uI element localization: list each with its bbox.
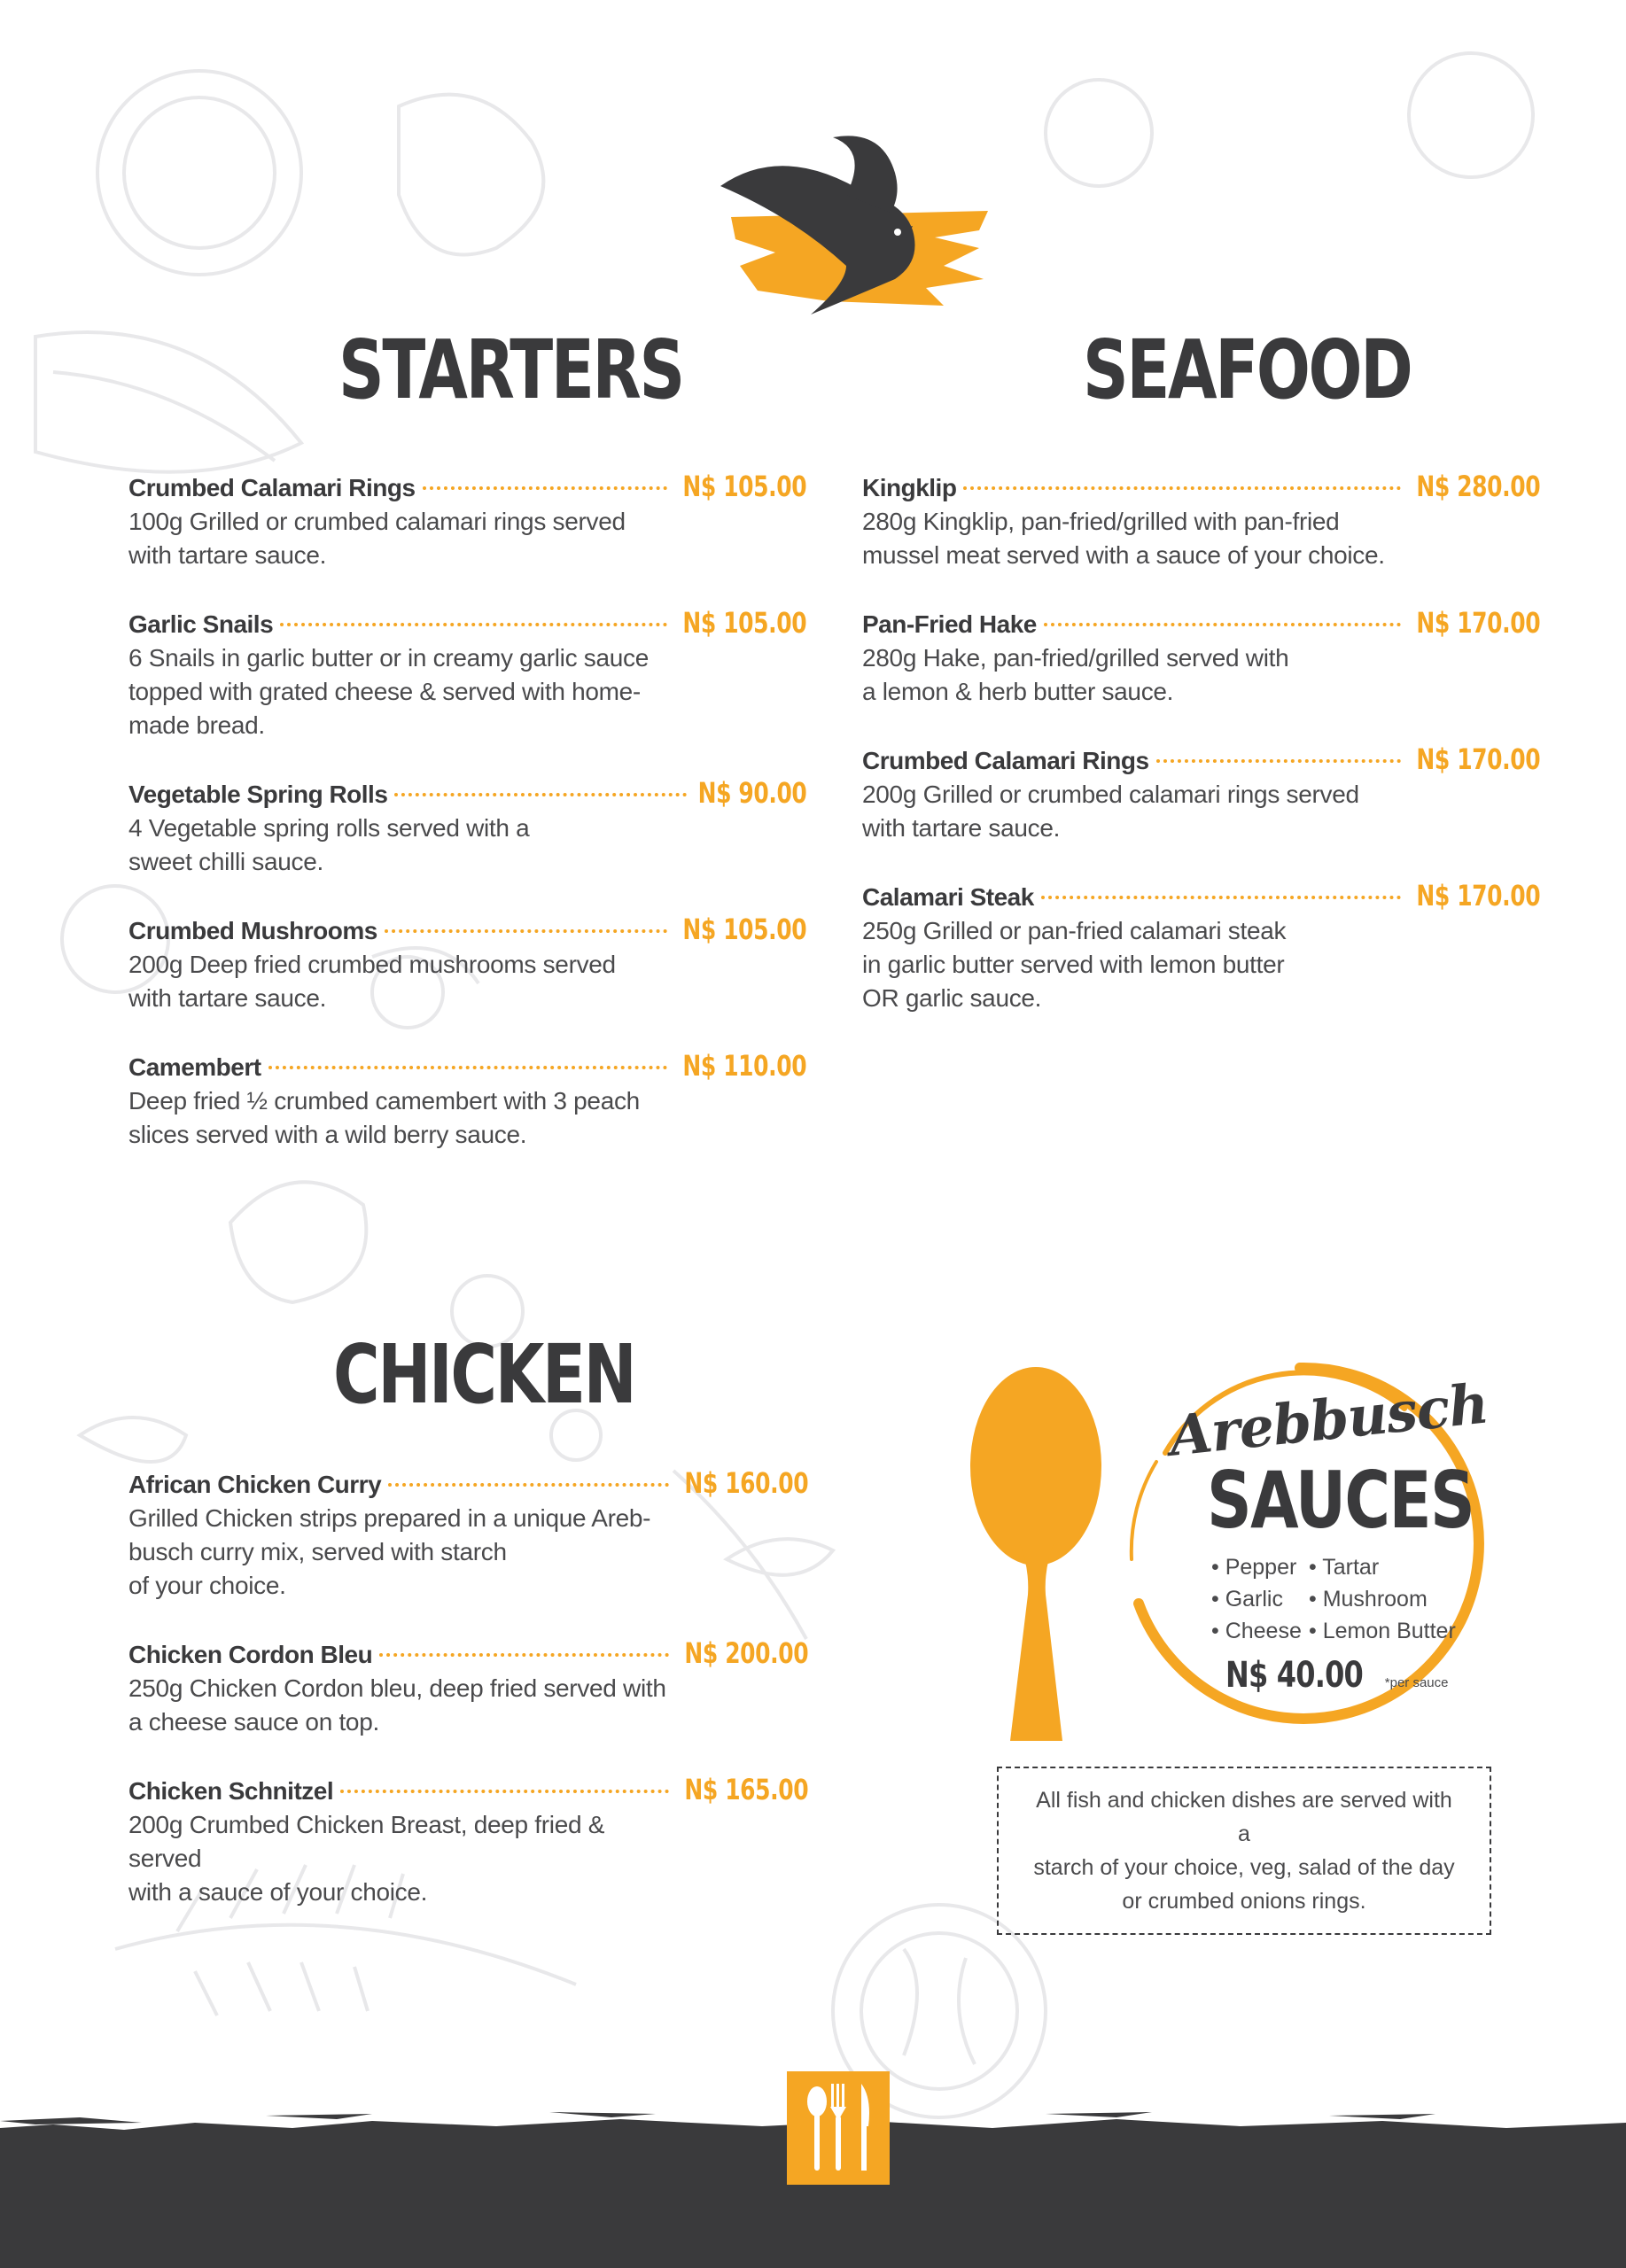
menu-item xyxy=(128,1466,808,1603)
section-title-chicken: CHICKEN xyxy=(333,1327,635,1422)
dot-leader xyxy=(423,486,667,490)
dot-leader xyxy=(1041,896,1401,899)
sauce-option: • Pepper xyxy=(1211,1555,1297,1580)
dot-leader xyxy=(268,1066,667,1069)
item-description: 4 Vegetable spring rolls served with a sweet chilli sauce. xyxy=(128,814,530,875)
item-name: African Chicken Curry xyxy=(128,1471,382,1498)
item-description: 280g Hake, pan-fried/grilled served with a lemon & herb butter sauce. xyxy=(862,644,1289,705)
section-title-seafood: SEAFOOD xyxy=(1083,322,1412,417)
item-price: N$ 105.00 xyxy=(682,913,806,946)
item-description: 100g Grilled or crumbed calamari rings served with tartare sauce. xyxy=(128,508,626,569)
item-name: Chicken Schnitzel xyxy=(128,1777,334,1805)
item-name: Camembert xyxy=(128,1053,261,1081)
item-description: 6 Snails in garlic butter or in creamy garlic sauce topped with grated cheese & served with home- made bread. xyxy=(128,644,649,739)
item-name: Kingklip xyxy=(862,474,957,501)
dot-leader xyxy=(280,623,667,626)
sauce-option: • Mushroom xyxy=(1309,1587,1428,1612)
item-name: Crumbed Mushrooms xyxy=(128,917,377,944)
sauce-option: • Garlic xyxy=(1211,1587,1283,1612)
dot-leader xyxy=(963,486,1400,490)
menu-item xyxy=(128,1773,808,1909)
sides-note-box xyxy=(997,1767,1491,1935)
dot-leader xyxy=(379,1653,669,1657)
dot-leader xyxy=(394,793,686,796)
item-description: 250g Grilled or pan-fried calamari steak in garlic butter served with lemon butter OR garlic sauce. xyxy=(862,917,1287,1012)
starters-list xyxy=(128,470,806,1185)
sauces-title: SAUCES xyxy=(1207,1455,1474,1546)
menu-item xyxy=(128,1636,808,1739)
item-price: N$ 170.00 xyxy=(1416,606,1540,640)
sauce-price-row xyxy=(1225,1655,1448,1696)
item-name: Crumbed Calamari Rings xyxy=(862,747,1149,774)
sauce-price: N$ 40.00 xyxy=(1225,1655,1364,1696)
item-name: Pan-Fried Hake xyxy=(862,610,1037,638)
dot-leader xyxy=(1156,759,1401,763)
item-description: Grilled Chicken strips prepared in a unique Areb- busch curry mix, served with starch of your choice. xyxy=(128,1504,651,1599)
cutlery-icon xyxy=(787,2071,890,2185)
menu-item xyxy=(128,470,806,572)
item-price: N$ 105.00 xyxy=(682,606,806,640)
item-description: 250g Chicken Cordon bleu, deep fried served with a cheese sauce on top. xyxy=(128,1674,666,1736)
menu-item xyxy=(128,776,806,879)
spoon-icon xyxy=(968,1364,1105,1741)
item-price: N$ 200.00 xyxy=(684,1636,808,1670)
dot-leader xyxy=(385,929,667,933)
sauce-option: • Cheese xyxy=(1211,1619,1302,1643)
item-price: N$ 105.00 xyxy=(682,470,806,503)
dot-leader xyxy=(388,1483,669,1487)
item-description: 280g Kingklip, pan-fried/grilled with pan-fried mussel meat served with a sauce of your choice. xyxy=(862,508,1385,569)
item-name: Calamari Steak xyxy=(862,883,1034,911)
item-description: 200g Deep fried crumbed mushrooms served with tartare sauce. xyxy=(128,951,616,1012)
section-title-starters: STARTERS xyxy=(338,322,683,417)
item-name: Garlic Snails xyxy=(128,610,274,638)
sauce-price-note: *per sauce xyxy=(1384,1675,1449,1690)
sauce-option: • Tartar xyxy=(1309,1555,1380,1580)
item-price: N$ 160.00 xyxy=(684,1466,808,1500)
menu-item xyxy=(862,742,1540,845)
dot-leader xyxy=(340,1790,669,1793)
chicken-list xyxy=(128,1466,808,1943)
sauce-option: • Lemon Butter xyxy=(1309,1619,1456,1643)
item-price: N$ 90.00 xyxy=(697,776,806,810)
menu-item xyxy=(862,879,1540,1015)
sauce-list xyxy=(1211,1552,1477,1646)
item-price: N$ 110.00 xyxy=(682,1049,806,1083)
sauces-brand-script: Arebbusch xyxy=(1166,1371,1491,1469)
item-description: Deep fried ½ crumbed camembert with 3 peach slices served with a wild berry sauce. xyxy=(128,1087,640,1148)
item-name: Vegetable Spring Rolls xyxy=(128,781,388,808)
item-description: 200g Crumbed Chicken Breast, deep fried & served with a sauce of your choice. xyxy=(128,1811,605,1906)
menu-item xyxy=(862,470,1540,572)
item-price: N$ 170.00 xyxy=(1416,879,1540,913)
item-price: N$ 280.00 xyxy=(1416,470,1540,503)
menu-item xyxy=(128,1049,806,1152)
sides-note-text: All fish and chicken dishes are served with a starch of your choice, veg, salad of the day or crumbed onions rings. xyxy=(1033,1788,1455,1914)
menu-item xyxy=(862,606,1540,709)
item-name: Crumbed Calamari Rings xyxy=(128,474,416,501)
item-description: 200g Grilled or crumbed calamari rings served with tartare sauce. xyxy=(862,781,1359,842)
item-price: N$ 170.00 xyxy=(1416,742,1540,776)
item-price: N$ 165.00 xyxy=(684,1773,808,1806)
seafood-list xyxy=(862,470,1540,1049)
dot-leader xyxy=(1044,623,1401,626)
swallow-bird-icon xyxy=(713,133,1006,323)
menu-item xyxy=(128,606,806,742)
menu-item xyxy=(128,913,806,1015)
item-name: Chicken Cordon Bleu xyxy=(128,1641,373,1668)
